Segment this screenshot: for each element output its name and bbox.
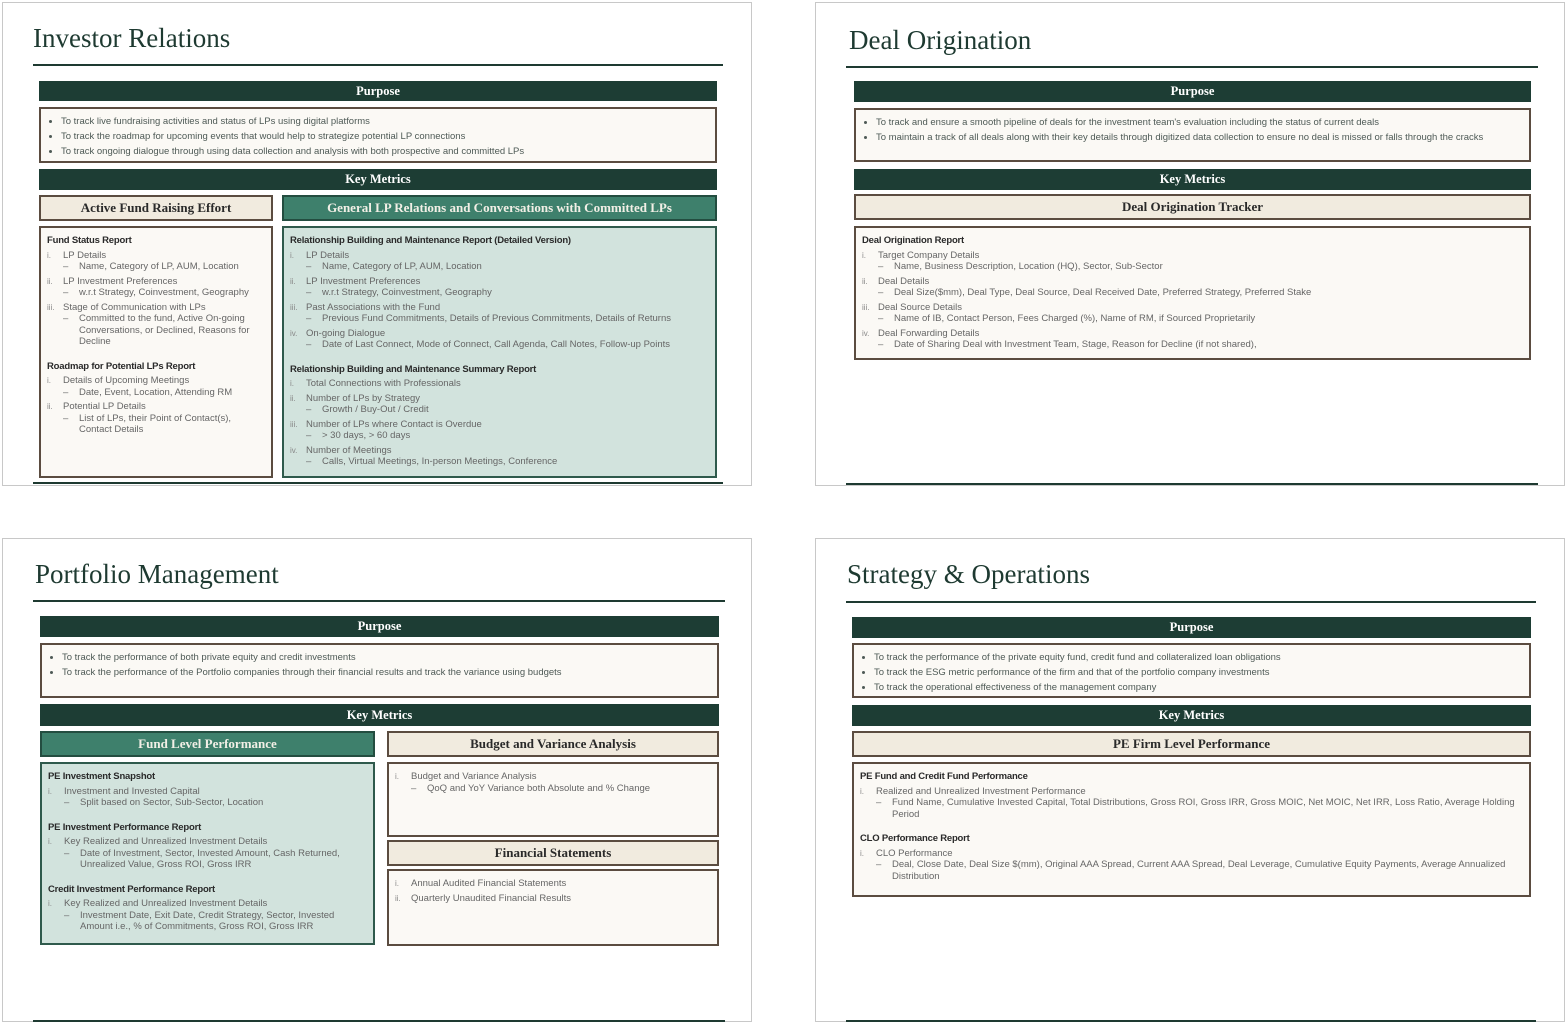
purpose-box	[852, 643, 1531, 698]
title-divider	[33, 64, 723, 66]
report-heading: CLO Performance Report	[860, 833, 970, 844]
metric-subitem	[48, 797, 367, 809]
metric-subitem	[290, 261, 709, 273]
metric-item	[395, 893, 711, 905]
metric-panel-header: Budget and Variance Analysis	[387, 731, 719, 757]
slide-investor-relations[interactable]	[2, 2, 752, 486]
item-label: Stage of Communication with LPs	[63, 301, 206, 313]
item-number: iv.	[862, 328, 870, 338]
item-label: LP Details	[63, 249, 107, 261]
slide-title: Portfolio Management	[35, 559, 279, 589]
report-heading: PE Fund and Credit Fund Performance	[860, 771, 1028, 782]
purpose-bullet: • To track ongoing dialogue through using data collection and analysis with both prospective and committed LPs	[61, 146, 709, 158]
report-section	[860, 771, 1523, 820]
metric-subitem	[862, 339, 1523, 351]
item-label: Total Connections with Professionals	[306, 378, 461, 389]
metric-panel-header: Financial Statements	[387, 840, 719, 866]
item-label: Potential LP Details	[63, 401, 146, 412]
subitem-text: Investment Date, Exit Date, Credit Strategy, Sector, Invested Amount i.e., % of Commitments, Gross ROI, Gross IRR	[80, 909, 335, 932]
subitem-text: Fund Name, Cumulative Invested Capital, Total Distributions, Gross ROI, Gross IRR, Gross MOIC, Net MOIC, Net IRR, Loss Ratio, Average Holding Period	[892, 797, 1515, 820]
report-heading: PE Investment Performance Report	[48, 821, 202, 833]
item-number: iii.	[47, 302, 55, 312]
item-number: ii.	[290, 276, 296, 286]
purpose-box	[39, 107, 717, 163]
item-label: Number of Meetings	[306, 444, 392, 456]
report-section	[862, 235, 1523, 351]
metric-item	[395, 771, 711, 783]
metric-item	[290, 276, 709, 288]
metric-item	[290, 328, 709, 340]
metric-subitem	[48, 848, 367, 871]
subitem-text: Growth / Buy-Out / Credit	[322, 404, 429, 415]
item-label: Investment and Invested Capital	[64, 785, 200, 797]
item-number: iii.	[290, 419, 298, 429]
dash-marker: –	[63, 313, 69, 324]
dash-marker: –	[63, 412, 69, 424]
item-number: ii.	[47, 402, 53, 411]
subitem-text: Date of Investment, Sector, Invested Amount, Cash Returned, Unrealized Value, Gross ROI, Gross IRR	[80, 847, 340, 870]
report-section	[290, 364, 709, 468]
dash-marker: –	[878, 313, 884, 324]
purpose-bullet: • To track and ensure a smooth pipeline of deals for the investment team's evaluation including the status of current deals	[876, 117, 1523, 129]
item-label: Quarterly Unaudited Financial Results	[411, 892, 571, 904]
dash-marker: –	[306, 287, 312, 298]
metric-item	[47, 250, 265, 262]
subitem-text: > 30 days, > 60 days	[322, 430, 411, 441]
dash-marker: –	[306, 339, 312, 350]
metric-item	[48, 786, 367, 798]
purpose-header: Purpose	[39, 81, 717, 101]
purpose-header: Purpose	[40, 616, 719, 637]
dash-marker: –	[63, 386, 69, 398]
dash-marker: –	[306, 261, 312, 272]
footer-divider	[846, 1020, 1536, 1022]
metric-subitem	[47, 313, 265, 348]
report-section	[395, 771, 711, 794]
metric-panel-header: Active Fund Raising Effort	[39, 195, 273, 221]
title-divider	[846, 66, 1538, 68]
item-label: Key Realized and Unrealized Investment Details	[64, 898, 268, 909]
slide-deal-origination[interactable]	[815, 2, 1565, 486]
purpose-bullet: • To track the performance of the Portfolio companies through their financial results and track the variance using budgets	[62, 667, 711, 679]
item-number: ii.	[47, 276, 53, 286]
metric-panel-header: Deal Origination Tracker	[854, 194, 1531, 220]
report-heading: Deal Origination Report	[862, 235, 965, 246]
item-number: iv.	[290, 328, 298, 338]
item-number: i.	[860, 848, 864, 858]
item-label: On-going Dialogue	[306, 327, 386, 339]
item-number: i.	[48, 786, 52, 796]
item-label: Deal Source Details	[878, 301, 962, 313]
purpose-bullet: • To track the performance of the private equity fund, credit fund and collateralized loan obligations	[874, 652, 1523, 664]
item-label: Number of LPs by Strategy	[306, 392, 421, 404]
item-label: Details of Upcoming Meetings	[63, 375, 190, 386]
metric-panel-content	[387, 869, 719, 946]
key-metrics-header: Key Metrics	[39, 169, 717, 190]
subitem-text: Deal Size($mm), Deal Type, Deal Source, Deal Received Date, Preferred Strategy, Preferred Stake	[894, 287, 1312, 298]
subitem-text: Name, Business Description, Location (HQ), Sector, Sub-Sector	[894, 261, 1163, 272]
metric-item	[48, 898, 367, 910]
subitem-text: QoQ and YoY Variance both Absolute and % Change	[427, 782, 651, 794]
metric-panel-content	[852, 762, 1531, 897]
purpose-bullet: • To track the performance of both private equity and credit investments	[62, 652, 711, 664]
metric-item	[47, 375, 265, 387]
key-metrics-header: Key Metrics	[854, 169, 1531, 190]
item-number: iii.	[290, 302, 298, 312]
metric-panel-header: General LP Relations and Conversations with Committed LPs	[282, 195, 717, 221]
metric-panel-content	[387, 762, 719, 837]
report-heading: Credit Investment Performance Report	[48, 883, 216, 895]
report-section	[290, 235, 709, 351]
metric-item	[860, 786, 1523, 798]
dash-marker: –	[64, 909, 70, 921]
metric-subitem	[290, 287, 709, 299]
metric-item	[290, 419, 709, 431]
item-label: Budget and Variance Analysis	[411, 771, 537, 782]
purpose-bullet: • To track the ESG metric performance of the firm and that of the portfolio company investments	[874, 667, 1523, 679]
subitem-text: Date of Last Connect, Mode of Connect, Call Agenda, Call Notes, Follow-up Points	[322, 339, 670, 350]
item-label: Annual Audited Financial Statements	[411, 878, 567, 889]
item-label: Realized and Unrealized Investment Performance	[876, 785, 1086, 797]
purpose-bullet: • To track the operational effectiveness of the management company	[874, 682, 1523, 694]
dash-marker: –	[306, 313, 312, 324]
item-label: CLO Performance	[876, 847, 953, 859]
purpose-list	[862, 117, 1523, 144]
metric-subitem	[290, 430, 709, 442]
purpose-list	[47, 116, 709, 158]
subitem-text: Name, Category of LP, AUM, Location	[79, 261, 239, 272]
metric-item	[47, 302, 265, 314]
purpose-header: Purpose	[854, 81, 1531, 102]
metric-panel-header: Fund Level Performance	[40, 731, 375, 757]
subitem-text: List of LPs, their Point of Contact(s), Contact Details	[79, 412, 232, 435]
metric-subitem	[860, 797, 1523, 820]
item-label: Key Realized and Unrealized Investment Details	[64, 836, 268, 847]
metric-item	[48, 836, 367, 848]
purpose-bullet: • To track live fundraising activities and status of LPs using digital platforms	[61, 116, 709, 128]
item-label: Past Associations with the Fund	[306, 301, 441, 313]
metric-item	[290, 393, 709, 405]
title-divider	[846, 601, 1536, 603]
metric-subitem	[860, 859, 1523, 882]
purpose-bullet: • To maintain a track of all deals along with their key details through digitized data collection to ensure no deal is missed or falls through the cracks	[876, 132, 1523, 144]
item-label: Deal Details	[878, 275, 930, 287]
item-number: i.	[48, 899, 52, 908]
metric-subitem	[47, 287, 265, 299]
metric-subitem	[290, 339, 709, 351]
purpose-list	[48, 652, 711, 679]
item-label: Target Company Details	[878, 249, 980, 261]
purpose-header: Purpose	[852, 617, 1531, 638]
report-section	[47, 235, 265, 348]
footer-divider	[846, 483, 1538, 485]
metric-subitem	[47, 387, 265, 399]
dash-marker: –	[876, 859, 882, 870]
subitem-text: Committed to the fund, Active On-going Conversations, or Declined, Reasons for Decline	[79, 313, 250, 347]
footer-divider	[33, 482, 723, 484]
slide-title: Deal Origination	[849, 25, 1032, 55]
purpose-list	[860, 652, 1523, 694]
subitem-text: w.r.t Strategy, Coinvestment, Geography	[322, 287, 492, 298]
subitem-text: Split based on Sector, Sub-Sector, Location	[80, 797, 264, 808]
metric-item	[47, 276, 265, 288]
slide-portfolio-management[interactable]	[2, 538, 752, 1022]
report-section	[48, 884, 367, 933]
subitem-text: w.r.t Strategy, Coinvestment, Geography	[79, 287, 249, 298]
subitem-text: Date, Event, Location, Attending RM	[79, 386, 233, 398]
purpose-box	[40, 643, 719, 698]
dash-marker: –	[878, 287, 884, 298]
dash-marker: –	[63, 287, 69, 298]
item-number: ii.	[290, 393, 296, 403]
report-heading: Relationship Building and Maintenance Summary Report	[290, 363, 537, 375]
metric-subitem	[290, 404, 709, 416]
report-section	[395, 878, 711, 904]
dash-marker: –	[878, 261, 884, 272]
item-number: ii.	[862, 276, 868, 286]
purpose-box	[854, 108, 1531, 162]
metric-item	[290, 445, 709, 457]
item-number: i.	[860, 786, 864, 796]
metric-panel-content	[854, 226, 1531, 360]
item-number: i.	[395, 772, 399, 781]
slide-title: Strategy & Operations	[847, 559, 1090, 589]
metric-item	[862, 302, 1523, 314]
metric-item	[47, 401, 265, 413]
item-number: i.	[47, 376, 51, 385]
dash-marker: –	[306, 404, 312, 415]
footer-divider	[33, 1020, 725, 1022]
metric-item	[395, 878, 711, 890]
dash-marker: –	[63, 261, 69, 272]
title-divider	[33, 600, 725, 602]
key-metrics-header: Key Metrics	[852, 705, 1531, 726]
metric-item	[290, 302, 709, 314]
item-number: i.	[290, 379, 294, 388]
dash-marker: –	[306, 430, 312, 441]
key-metrics-header: Key Metrics	[40, 704, 719, 726]
report-heading: PE Investment Snapshot	[48, 771, 155, 782]
metric-subitem	[862, 287, 1523, 299]
metric-panel-content	[40, 762, 375, 945]
subitem-text: Name, Category of LP, AUM, Location	[322, 261, 482, 272]
slide-strategy-operations[interactable]	[815, 538, 1565, 1022]
dash-marker: –	[64, 797, 70, 808]
metric-panel-header: PE Firm Level Performance	[852, 731, 1531, 757]
subitem-text: Date of Sharing Deal with Investment Team, Stage, Reason for Decline (if not shared),	[894, 339, 1257, 350]
metric-subitem	[48, 910, 367, 933]
dash-marker: –	[306, 456, 312, 467]
report-section	[860, 833, 1523, 882]
item-label: Deal Forwarding Details	[878, 327, 980, 339]
metric-subitem	[862, 261, 1523, 273]
metric-item	[862, 328, 1523, 340]
item-number: i.	[48, 837, 52, 846]
item-number: i.	[290, 250, 294, 260]
item-label: LP Investment Preferences	[63, 275, 178, 287]
subitem-text: Name of IB, Contact Person, Fees Charged (%), Name of RM, if Sourced Proprietarily	[894, 313, 1256, 324]
dash-marker: –	[878, 339, 884, 350]
metric-panel-content	[39, 226, 273, 478]
report-heading: Relationship Building and Maintenance Report (Detailed Version)	[290, 235, 571, 246]
item-label: LP Details	[306, 249, 350, 261]
report-heading: Roadmap for Potential LPs Report	[47, 360, 196, 372]
item-label: Number of LPs where Contact is Overdue	[306, 418, 482, 430]
metric-subitem	[290, 456, 709, 468]
metric-subitem	[395, 783, 711, 795]
metric-item	[862, 276, 1523, 288]
item-number: iii.	[862, 302, 870, 312]
report-section	[47, 361, 265, 436]
subitem-text: Previous Fund Commitments, Details of Previous Commitments, Details of Returns	[322, 313, 671, 324]
report-section	[48, 771, 367, 809]
metric-item	[290, 250, 709, 262]
metric-subitem	[47, 413, 265, 436]
dash-marker: –	[64, 847, 70, 859]
metric-item	[860, 848, 1523, 860]
purpose-bullet: • To track the roadmap for upcoming events that would help to strategize potential LP connections	[61, 131, 709, 143]
report-section	[48, 822, 367, 871]
metric-item	[862, 250, 1523, 262]
item-number: ii.	[395, 893, 401, 903]
report-heading: Fund Status Report	[47, 235, 132, 246]
subitem-text: Deal, Close Date, Deal Size $(mm), Original AAA Spread, Current AAA Spread, Deal Leverage, Cumulative Equity Payments, Average Annualized Distribution	[892, 859, 1506, 882]
item-number: i.	[47, 250, 51, 260]
metric-subitem	[290, 313, 709, 325]
metric-item	[290, 378, 709, 390]
metric-subitem	[47, 261, 265, 273]
dash-marker: –	[411, 782, 417, 794]
metric-panel-content	[282, 226, 717, 478]
item-number: i.	[395, 879, 399, 888]
item-number: i.	[862, 250, 866, 260]
metric-subitem	[862, 313, 1523, 325]
slide-title: Investor Relations	[33, 23, 231, 53]
item-label: LP Investment Preferences	[306, 275, 421, 287]
subitem-text: Calls, Virtual Meetings, In-person Meetings, Conference	[322, 456, 558, 467]
item-number: iv.	[290, 445, 298, 455]
dash-marker: –	[876, 797, 882, 808]
